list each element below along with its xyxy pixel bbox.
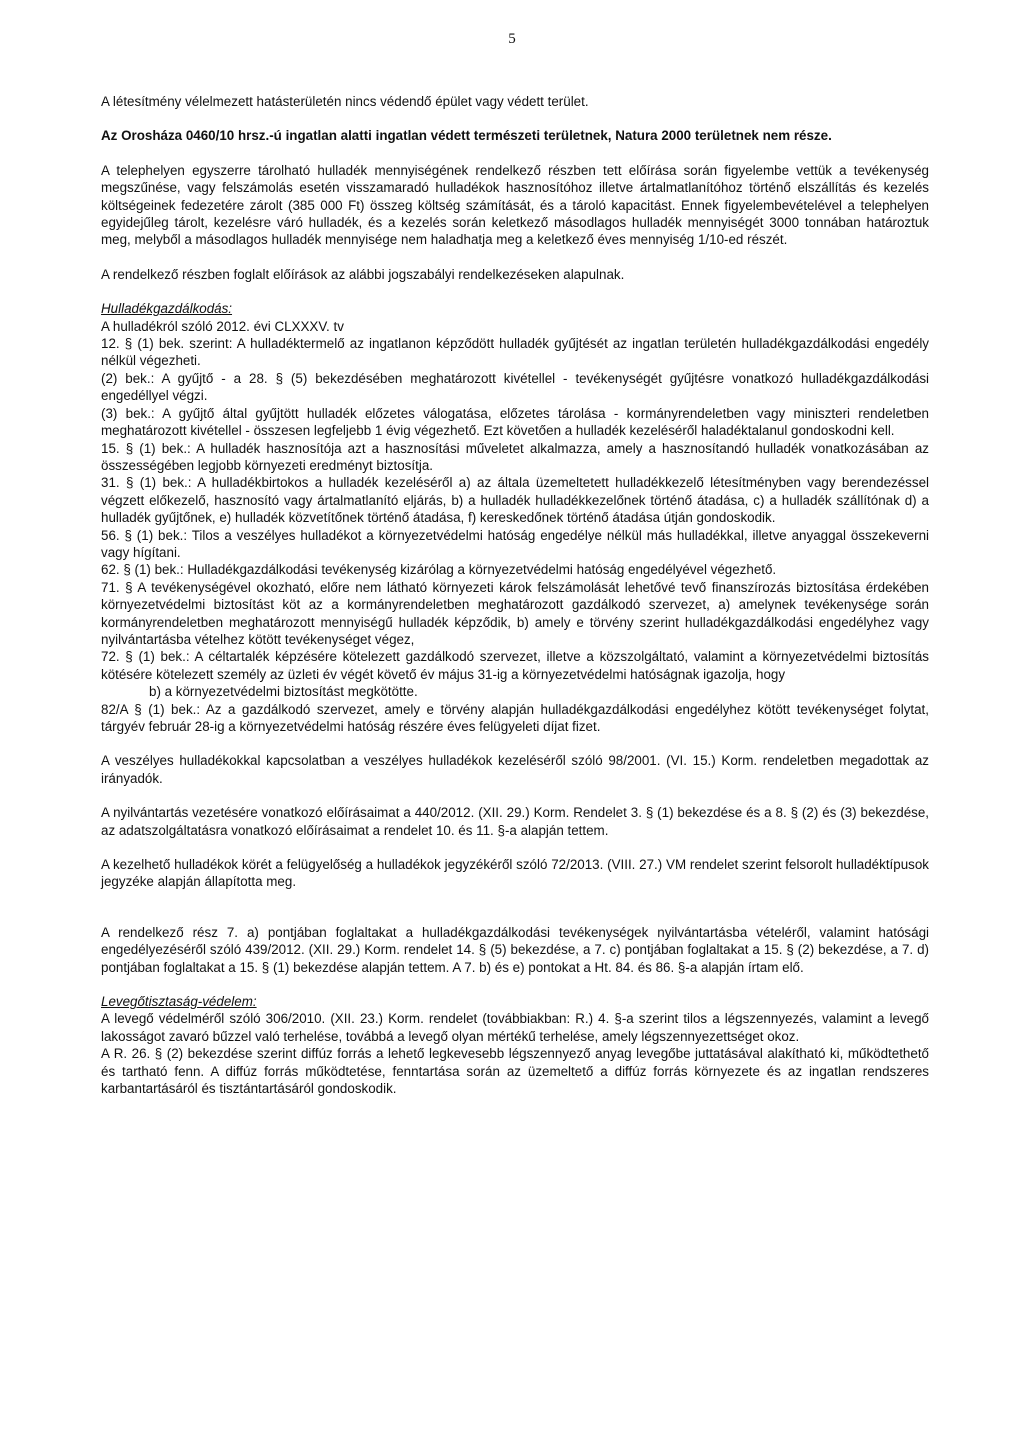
law-clause-72-1-b: b) a környezetvédelmi biztosítást megkötötte. — [149, 684, 418, 700]
section-heading-air-quality: Levegőtisztaság-védelem: — [101, 994, 257, 1010]
document-body — [101, 93, 929, 1098]
law-clause-72-1: 72. § (1) bek.: A céltartalék képzésére kötelezett gazdálkodó szervezet, illetve a közszolgáltató, valamint a környezetvédelmi biztosítás kötésére kötelezett személy az üzleti év végét követő év május 31-ig a környezetvédelmi hatóságnak igazolja, hogy — [101, 649, 929, 682]
paragraph-hazardous-waste: A veszélyes hulladékokkal kapcsolatban a veszélyes hulladékok kezeléséről szóló 98/2001. (VI. 15.) Korm. rendeletben megadottak az irányadók. — [101, 753, 929, 786]
law-clause-56-1: 56. § (1) bek.: Tilos a veszélyes hulladékot a környezetvédelmi hatóság engedélye nélkül más hulladékkal, illetve anyaggal összekeverni vagy hígítani. — [101, 527, 929, 560]
paragraph-operative-part-7: A rendelkező rész 7. a) pontjában foglaltakat a hulladékgazdálkodási tevékenységek nyilvántartásba vételéről, valamint hatósági engedélyezéséről szóló 439/2012. (XII. 29.) Korm. rendelet 14. § (5) bekezdése, a 7. c) pontjában foglaltakat a 15. § (2) bekezdése, a 7. d) pontjában foglaltakat a 15. § (1) bekezdése alapján tettem. A 7. b) és e) pontokat a Ht. 84. és 86. §-a alapján írtam elő. — [101, 924, 929, 975]
law-title-waste-act: A hulladékról szóló 2012. évi CLXXXV. tv — [101, 318, 344, 334]
paragraph-natura-2000: Az Orosháza 0460/10 hrsz.-ú ingatlan alatti ingatlan védett természeti területnek, Natura 2000 területnek nem része. — [101, 128, 832, 144]
law-clause-71: 71. § A tevékenységével okozható, előre nem látható környezeti károk felszámolását lehetővé tevő finanszírozás biztosítása érdekében környezetvédelmi biztosítást köt az a kormányrendeletben meghatározott gazdálkodó szervezet, a) amelynek tevékenysége során kormányrendeletben meghatározott mennyiségű hulladék képződik, b) amely e törvény szerint hulladékgazdálkodási engedélyhez vagy nyilvántartásba vételhez kötött tevékenységet végez, — [101, 579, 929, 647]
law-clause-82a-1: 82/A § (1) bek.: Az a gazdálkodó szervezet, amely e törvény alapján hulladékgazdálkodási engedélyhez kötött tevékenységet folytat, tárgyév február 28-ig a környezetvédelmi hatóság részére éves felügyeleti díjat fizet. — [101, 701, 929, 734]
paragraph-diffuse-source: A R. 26. § (2) bekezdése szerint diffúz forrás a lehető legkevesebb légszennyező anyag levegőbe juttatásával alakítható ki, működtethető és tartható fenn. A diffúz forrás működtetése, fenntartása során az üzemeltető a diffúz forrás környezete és az ingatlan rendszeres karbantartásáról és tisztántartásáról gondoskodik. — [101, 1046, 929, 1097]
page-number: 5 — [508, 31, 516, 47]
section-heading-waste-management: Hulladékgazdálkodás: — [101, 301, 233, 317]
law-clause-62-1: 62. § (1) bek.: Hulladékgazdálkodási tevékenység kizárólag a környezetvédelmi hatóság engedélyével végezhető. — [101, 562, 777, 578]
law-clause-12-2: (2) bek.: A gyűjtő - a 28. § (5) bekezdésében meghatározott kivétellel - tevékenységét gyűjtésre vonatkozó hulladékgazdálkodási engedéllyel végzi. — [101, 370, 929, 404]
paragraph-no-protected-building: A létesítmény vélelmezett hatásterületén nincs védendő épület vagy védett terület. — [101, 94, 589, 109]
law-clause-15-1: 15. § (1) bek.: A hulladék hasznosítója azt a hasznosítási műveletet alkalmazza, amely a hasznosítandó hulladék vonatkozásában az összességében legjobb környezeti eredményt biztosítja. — [101, 440, 929, 473]
law-clause-12-1: 12. § (1) bek. szerint: A hulladéktermelő az ingatlanon képződött hulladék gyűjtését az ingatlan területén hulladékgazdálkodási engedély nélkül végezheti. — [101, 336, 929, 369]
paragraph-records-keeping: A nyilvántartás vezetésére vonatkozó előírásaimat a 440/2012. (XII. 29.) Korm. Rendelet 3. § (1) bekezdése és a 8. § (2) és (3) bekezdése, az adatszolgáltatásra vonatkozó előírásaimat a rendelet 10. és 11. §-a alapján tettem. — [101, 805, 929, 838]
paragraph-air-protection: A levegő védelméről szóló 306/2010. (XII. 23.) Korm. rendelet (továbbiakban: R.) 4. §-a szerint tilos a légszennyezés, valamint a levegő lakosságot zavaró bűzzel való terhelése, továbbá a levegő olyan mértékű terhelése, amely légszennyezettséget okoz. — [101, 1011, 929, 1044]
law-clause-12-3: (3) bek.: A gyűjtő által gyűjtött hulladék előzetes válogatása, előzetes tárolása - kormányrendeletben vagy miniszteri rendeletben meghatározott kivétellel - összesen legfeljebb 1 évig végezhető. Ezt követően a hulladék kezeléséről haladéktalanul gondoskodni kell. — [101, 405, 929, 439]
paragraph-legal-basis-intro: A rendelkező részben foglalt előírások az alábbi jogszabályi rendelkezéseken alapulnak. — [101, 266, 625, 282]
paragraph-waste-types: A kezelhető hulladékok körét a felügyelőség a hulladékok jegyzékéről szóló 72/2013. (VIII. 27.) VM rendelet szerint felsorolt hulladéktípusok jegyzéke alapján állapította meg. — [101, 857, 929, 890]
paragraph-storage-capacity: A telephelyen egyszerre tárolható hulladék mennyiségének rendelkező részben tett előírása során figyelembe vettük a tevékenység megszűnése, vagy felszámolás esetén visszamaradó hulladékok hasznosítóhoz illetve ártalmatlanítóhoz történő elszállítás és kezelés költségeinek fedezetére zárolt (385 000 Ft) összeg költség számítását, és a tároló kapacitást. Ennek figyelembevételével a telephelyen egyidejűleg tárolt, kezelésre váró hulladék, és a kezelés során keletkező másodlagos hulladék mennyiségét 3000 tonnában határoztuk meg, melyből a másodlagos hulladék mennyisége nem haladhatja meg a keletkező éves mennyiség 1/10-ed részét. — [101, 162, 929, 248]
law-clause-31-1: 31. § (1) bek.: A hulladékbirtokos a hulladék kezeléséről a) az általa üzemeltetett hulladékkezelő létesítményben vagy berendezéssel végzett előkezelő, hasznosító vagy ártalmatlanító eljárás, b) a hulladék hulladékkezelőnek történő átadása, c) a hulladék szállítónak d) a hulladék gyűjtőnek, e) hulladék közvetítőnek történő átadása, f) kereskedőnek történő átadása útján gondoskodik. — [101, 475, 929, 526]
